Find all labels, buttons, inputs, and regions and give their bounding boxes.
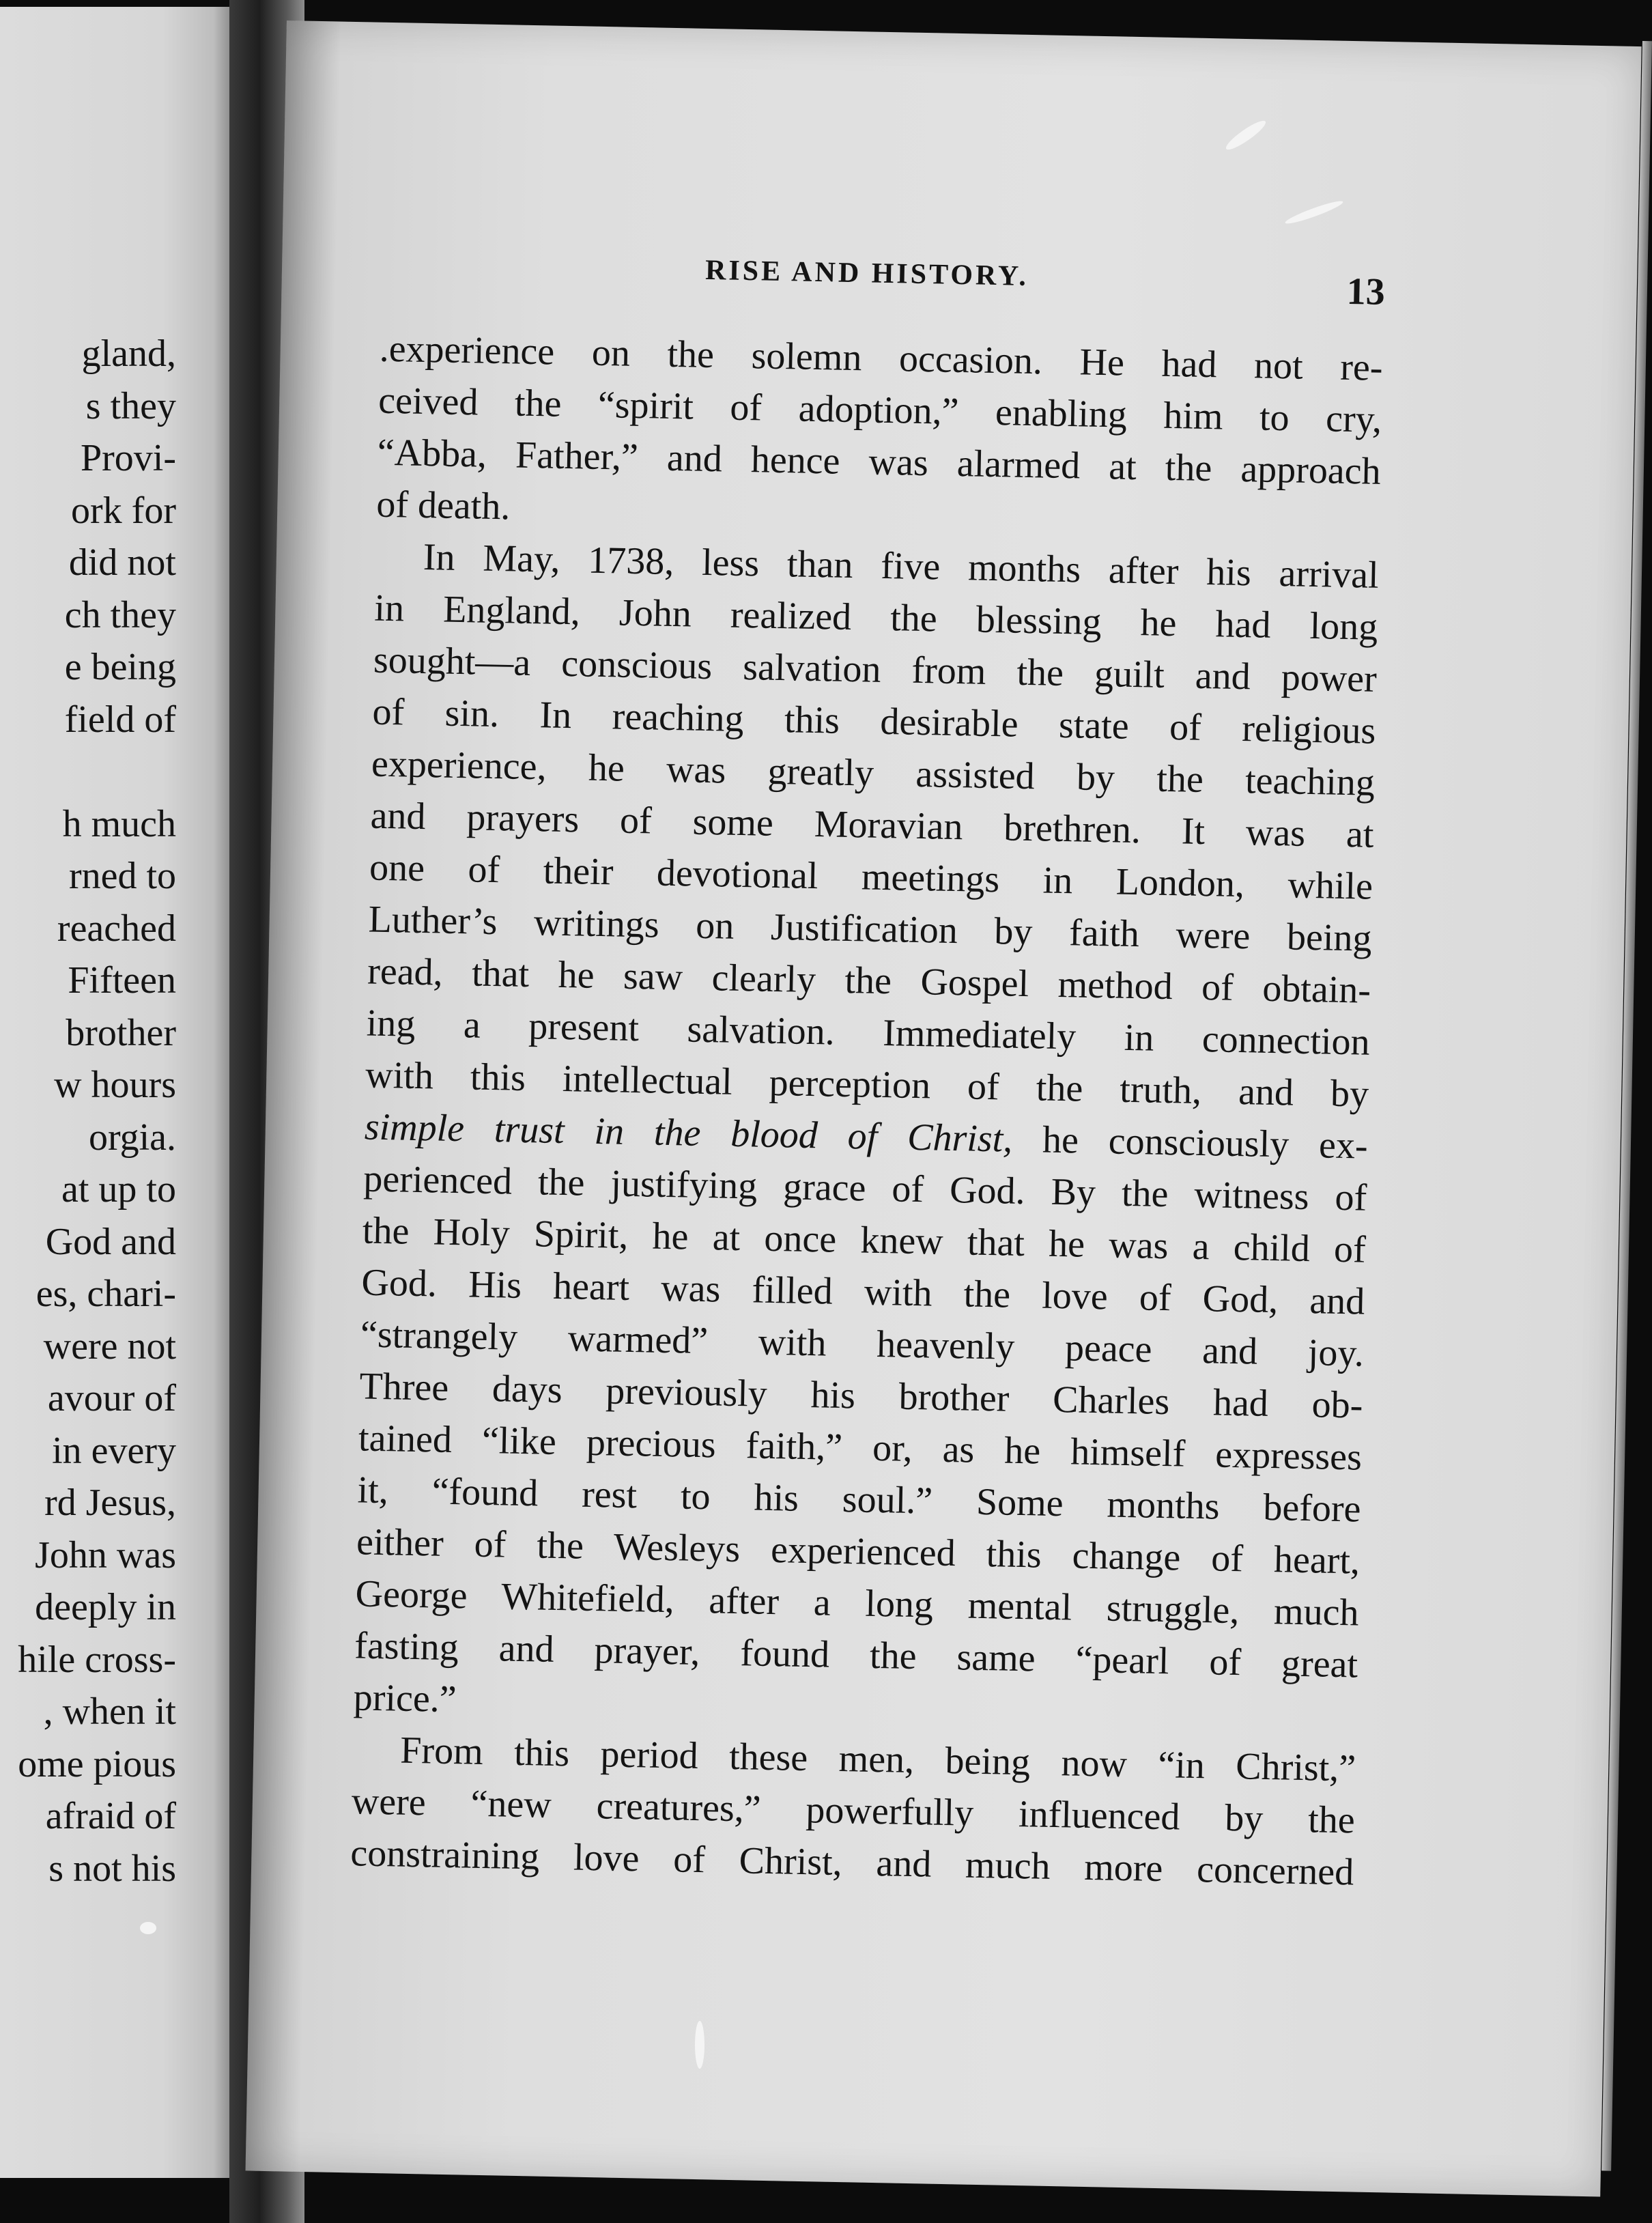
- page-number: 13: [1346, 270, 1386, 313]
- left-page-line: ome pious: [18, 1742, 176, 1785]
- left-page-line: afraid of: [45, 1795, 176, 1837]
- text-line: read, that he saw clearly the Gospel method of obtain-: [367, 950, 1371, 1012]
- left-page-line: at up to: [61, 1168, 176, 1210]
- left-page-line: brother: [66, 1011, 176, 1054]
- text-line: “Abba, Father,” and hence was alarmed at the approach: [377, 431, 1382, 493]
- left-page-line: reached: [57, 907, 176, 950]
- italic-phrase: simple trust in the blood of Christ,: [364, 1105, 1013, 1161]
- left-page-line: Provi-: [81, 437, 176, 479]
- text-line: the Holy Spirit, he at once knew that he was a child of: [362, 1209, 1367, 1271]
- left-page-line: s they: [85, 384, 176, 427]
- left-page-line: ork for: [71, 489, 176, 532]
- text-line: In May, 1738, less than five months after his arrival: [423, 535, 1380, 597]
- left-page-text: [0, 328, 232, 1895]
- left-page-line: ch they: [64, 593, 176, 636]
- left-page-line: rned to: [68, 855, 176, 897]
- text-line: ceived the “spirit of adoption,” enabling him to cry,: [378, 379, 1382, 441]
- running-head: RISE AND HISTORY.: [704, 254, 1029, 292]
- text-line: Three days previously his brother Charles had ob-: [359, 1365, 1363, 1427]
- line-remainder: he consciously ex-: [1012, 1118, 1369, 1167]
- text-line: with this intellectual perception of the truth, and by: [365, 1053, 1369, 1116]
- text-line: in England, John realized the blessing he had long: [373, 586, 1378, 649]
- text-line: either of the Wesleys experienced this change of heart,: [356, 1520, 1361, 1583]
- text-line: From this period these men, being now “in Christ,”: [399, 1729, 1356, 1790]
- text-line: one of their devotional meetings in London, while: [369, 846, 1373, 908]
- left-page-line: es, chari-: [35, 1273, 176, 1315]
- left-page-line: e being: [64, 646, 176, 688]
- text-line: fasting and prayer, found the same “pearl of great: [354, 1624, 1358, 1686]
- left-page-line: rd Jesus,: [44, 1482, 176, 1524]
- left-page-line: orgia.: [88, 1116, 176, 1159]
- left-page-line: s not his: [48, 1847, 176, 1890]
- paragraph-2: [353, 530, 1379, 1743]
- left-page-line: John was: [35, 1533, 176, 1576]
- text-line: experience, he was greatly assisted by the teaching: [371, 742, 1376, 804]
- left-page-line: Fifteen: [68, 959, 176, 1002]
- left-page-line: w hours: [54, 1064, 176, 1106]
- left-page-line: h much: [62, 802, 176, 845]
- left-page-line: were not: [43, 1325, 176, 1368]
- text-line: “strangely warmed” with heavenly peace and joy.: [360, 1313, 1365, 1375]
- text-line: sought—a conscious salvation from the guilt and power: [373, 638, 1378, 700]
- left-page-line: avour of: [47, 1377, 176, 1419]
- left-page-line: field of: [64, 698, 176, 741]
- right-page: [246, 20, 1642, 2197]
- text-line: price.”: [353, 1676, 457, 1721]
- scan-speck: [695, 2021, 704, 2069]
- left-page-line: hile cross-: [18, 1638, 176, 1681]
- scan-speck: [140, 1922, 156, 1934]
- left-page-gap: [0, 746, 232, 798]
- left-page-line: did not: [68, 541, 176, 584]
- left-page-line: gland,: [81, 332, 176, 375]
- paragraph-3: [350, 1723, 1356, 1898]
- text-line: constraining love of Christ, and much more concerned: [350, 1832, 1354, 1894]
- text-line: were “new creatures,” powerfully influenced by the: [351, 1780, 1356, 1842]
- text-line: ing a present salvation. Immediately in connection: [366, 1002, 1371, 1064]
- text-line: perienced the justifying grace of God. By the witness of: [362, 1157, 1367, 1219]
- left-page: [0, 7, 232, 2178]
- body-text: [350, 323, 1383, 1899]
- text-line: it, “found rest to his soul.” Some months before: [357, 1469, 1362, 1531]
- left-page-line: God and: [45, 1220, 176, 1263]
- left-page-line: , when it: [43, 1690, 176, 1733]
- text-line: of death.: [375, 483, 511, 528]
- text-line: George Whitefield, after a long mental struggle, much: [355, 1572, 1360, 1634]
- text-line: tained “like precious faith,” or, as he himself expresses: [358, 1417, 1363, 1479]
- text-line: .experience on the solemn occasion. He had not re-: [379, 327, 1384, 389]
- text-line: Luther’s writings on Justification by faith were being: [368, 898, 1373, 960]
- text-line: of sin. In reaching this desirable state of religious: [371, 690, 1376, 752]
- text-line: and prayers of some Moravian brethren. It was at: [370, 794, 1374, 856]
- text-line: God. His heart was filled with the love of God, and: [360, 1261, 1365, 1323]
- paragraph-1: [376, 323, 1384, 550]
- left-page-line: deeply in: [35, 1586, 176, 1628]
- left-page-line: in every: [52, 1429, 176, 1472]
